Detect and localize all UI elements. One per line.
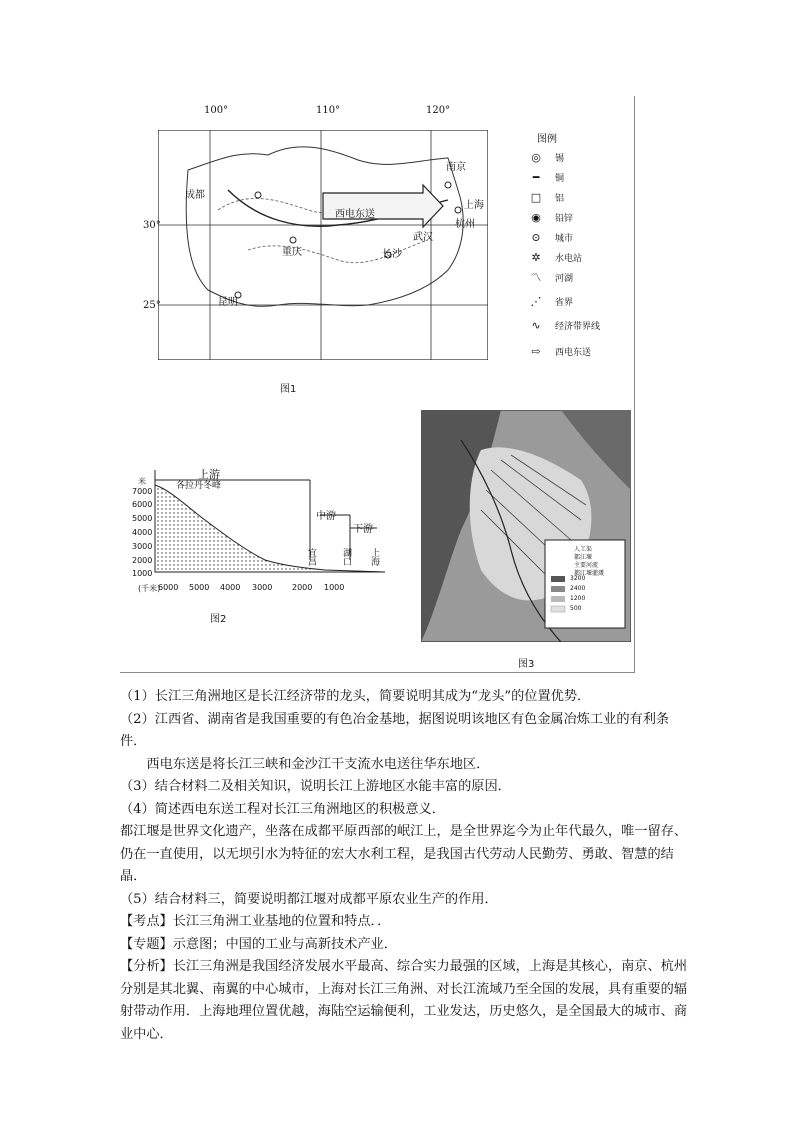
longitude-label: 100° bbox=[204, 105, 229, 116]
y-tick: 7000 bbox=[132, 487, 153, 496]
economic-belt-icon: ∿ bbox=[531, 318, 541, 332]
map3-legend-label: 3200 bbox=[570, 575, 586, 582]
legend-label: 省界 bbox=[555, 297, 574, 308]
figure3-caption: 图3 bbox=[518, 659, 535, 670]
x-tick: 1000 bbox=[324, 583, 345, 592]
place-label: 宜昌 bbox=[306, 548, 316, 566]
x-tick: 5000 bbox=[189, 583, 210, 592]
legend-label: 经济带界线 bbox=[555, 321, 601, 332]
city-label: 杭州 bbox=[455, 219, 475, 230]
longitude-label: 110° bbox=[316, 105, 341, 116]
question-paragraph: （5）结合材料三，简要说明都江堰对成都平原农业生产的作用． bbox=[120, 891, 498, 907]
map3-legend-label: 2400 bbox=[570, 585, 586, 592]
city-label: 重庆 bbox=[282, 247, 302, 258]
legend-row bbox=[525, 170, 564, 184]
figure1-map bbox=[158, 130, 488, 360]
copper-icon: ━ bbox=[532, 170, 540, 184]
legend-title: 图例 bbox=[537, 134, 557, 145]
west-east-arrow-icon: ⇨ bbox=[531, 344, 541, 358]
lead-zinc-icon: ◉ bbox=[531, 210, 541, 224]
city-label: 昆明 bbox=[218, 297, 238, 308]
test-point: 【考点】长江三角洲工业基地的位置和特点．． bbox=[120, 914, 391, 929]
map3-legend-label: 人工渠 bbox=[574, 546, 593, 553]
arrow-label: 西电东送 bbox=[335, 209, 375, 220]
legend-row bbox=[525, 250, 582, 264]
upper-reach-label: 上游 bbox=[198, 468, 220, 481]
y-tick: 6000 bbox=[132, 500, 153, 509]
middle-reach-label: 中游 bbox=[316, 511, 336, 522]
city-icon: ⊙ bbox=[531, 230, 541, 244]
legend-row bbox=[525, 150, 564, 164]
city-label: 成都 bbox=[185, 190, 205, 201]
y-tick: 1000 bbox=[132, 569, 153, 578]
city-label: 上海 bbox=[464, 200, 484, 211]
map3-legend-label: 1200 bbox=[570, 595, 586, 602]
topic: 【专题】示意图；中国的工业与高新技术产业． bbox=[120, 936, 397, 952]
map3-legend-label: 都江堰灌溉 bbox=[574, 570, 605, 577]
legend-row bbox=[525, 270, 573, 284]
figure3-map bbox=[421, 410, 631, 642]
question-text bbox=[120, 686, 690, 1046]
y-tick: 5000 bbox=[132, 514, 153, 523]
legend-label: 铜 bbox=[555, 173, 565, 184]
legend-label: 城市 bbox=[555, 233, 574, 244]
question-paragraph: （4）简述西电东送工程对长江三角洲地区的积极意义． bbox=[120, 801, 445, 817]
legend-row bbox=[525, 344, 591, 358]
y-tick: 3000 bbox=[132, 542, 153, 551]
aluminum-icon: □ bbox=[530, 190, 542, 204]
lower-reach-label: 下游 bbox=[353, 524, 373, 535]
figure1-legend bbox=[525, 130, 635, 365]
question-paragraph: （3）结合材料二及相关知识，说明长江上游地区水能丰富的原因． bbox=[120, 779, 511, 794]
place-label: 湖口 bbox=[341, 548, 351, 566]
legend-label: 西电东送 bbox=[555, 347, 592, 358]
map3-legend-label: 都江堰 bbox=[574, 554, 593, 561]
hydro-station-icon: ✲ bbox=[531, 250, 541, 264]
x-tick: 2000 bbox=[292, 583, 313, 592]
legend-row bbox=[525, 318, 600, 332]
city-label: 长沙 bbox=[382, 249, 402, 260]
x-tick: 3000 bbox=[252, 583, 273, 592]
question-paragraph: （1）长江三角洲地区是长江经济带的龙头，简要说明其成为“龙头”的位置优势． bbox=[120, 689, 591, 704]
y-tick: 4000 bbox=[132, 528, 153, 537]
y-unit-label: 米 bbox=[138, 477, 146, 486]
river-lake-icon: 〽 bbox=[530, 271, 542, 284]
legend-label: 河湖 bbox=[555, 273, 574, 284]
map3-legend-label: 主要河流 bbox=[574, 562, 599, 569]
legend-row bbox=[525, 230, 573, 244]
material-paragraph: 都江堰是世界文化遗产，坐落在成都平原西部的岷江上，是全世界迄今为止年代最久，唯一留存、仍在一直使用，以无坝引水为特征的宏大水利工程，是我国古代劳动人民勤劳、勇敢、智慧的结晶． bbox=[120, 824, 688, 884]
figure2-caption: 图2 bbox=[210, 614, 227, 625]
legend-row bbox=[525, 190, 564, 204]
boundary-icon: ⋰ bbox=[530, 294, 542, 308]
legend-label: 水电站 bbox=[555, 253, 583, 264]
peak-label: 各拉丹冬峰 bbox=[176, 481, 222, 491]
longitude-label: 120° bbox=[426, 105, 451, 116]
figure1-caption: 图1 bbox=[280, 384, 297, 395]
place-label: 上海 bbox=[369, 548, 379, 566]
tin-icon: ◎ bbox=[531, 150, 541, 164]
latitude-label: 30° bbox=[143, 220, 161, 231]
latitude-label: 25° bbox=[143, 300, 161, 311]
y-tick: 2000 bbox=[132, 556, 153, 565]
analysis: 【分析】长江三角洲是我国经济发展水平最高、综合实力最强的区域，上海是其核心，南京、杭州分别是其北翼、南翼的中心城市，上海对长江三角洲、对长江流域乃至全国的发展，具有重要的辐射带动作用．上海地理位置优越，海陆空运输便利，工业发达，历史悠久，是全国最大的城市、商业中心． bbox=[120, 959, 688, 1042]
question-paragraph: （2）江西省、湖南省是我国重要的有色冶金基地，据图说明该地区有色金属冶炼工业的有利条件． bbox=[120, 711, 670, 749]
map3-legend-label: 500 bbox=[570, 605, 582, 612]
material-paragraph: 西电东送是将长江三峡和金沙江干支流水电送往华东地区． bbox=[146, 756, 490, 772]
legend-label: 铅锌 bbox=[555, 213, 574, 224]
legend-row bbox=[525, 294, 573, 308]
city-label: 南京 bbox=[446, 162, 466, 173]
x-tick: 4000 bbox=[220, 583, 241, 592]
city-label: 武汉 bbox=[413, 232, 433, 243]
legend-label: 锡 bbox=[555, 153, 565, 164]
x-unit-label: (千米) bbox=[138, 584, 161, 593]
legend-label: 铝 bbox=[555, 193, 565, 204]
legend-row bbox=[525, 210, 573, 224]
x-tick: 6000 bbox=[158, 583, 179, 592]
